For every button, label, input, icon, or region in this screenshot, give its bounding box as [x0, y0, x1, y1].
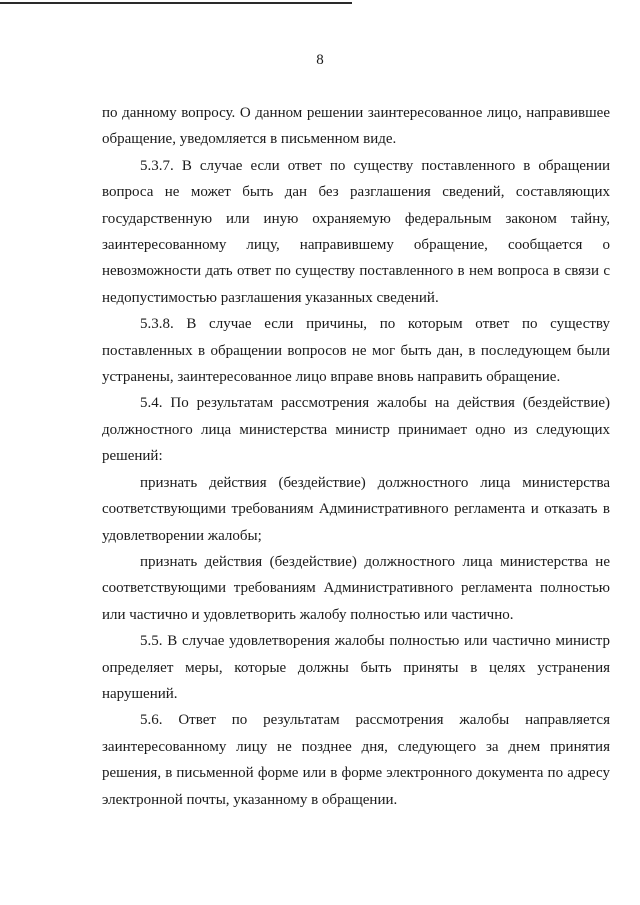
top-rule [0, 2, 352, 4]
paragraph-5-4: 5.4. По результатам рассмотрения жалобы на действия (бездействие) должностного лица министерства министр принимает одно из следующих решений: [102, 395, 610, 465]
paragraph-5-6: 5.6. Ответ по результатам рассмотрения жалобы направляется заинтересованному лицу не позднее дня, следующего за днем принятия решения, в письменной форме или в форме электронного документа по адресу электронной почты, указанному в обращении. [102, 712, 610, 808]
paragraph-5-3-7: 5.3.7. В случае если ответ по существу поставленного в обращении вопроса не может быть дан без разглашения сведений, составляющих государственную или иную охраняемую федеральным законом тайну, заинтересованному лицу, направившему обращение, сообщается о невозможности дать ответ по существу поставленного в нем вопроса в связи с недопустимостью разглашения указанных сведений. [102, 157, 610, 306]
paragraph-option-satisfy: признать действия (бездействие) должностного лица министерства не соответствующими требованиям Административного регламента полностью или частично и удовлетворить жалобу полностью или частично. [102, 553, 610, 623]
paragraph-option-reject: признать действия (бездействие) должностного лица министерства соответствующими требованиям Административного регламента и отказать в удовлетворении жалобы; [102, 474, 610, 544]
paragraph-5-3-8: 5.3.8. В случае если причины, по которым ответ по существу поставленных в обращении вопросов не мог быть дан, в последующем были устранены, заинтересованное лицо вправе вновь направить обращение. [102, 316, 610, 386]
paragraph-5-5: 5.5. В случае удовлетворения жалобы полностью или частично министр определяет меры, которые должны быть приняты в целях устранения нарушений. [102, 633, 610, 702]
page-number: 8 [316, 52, 324, 68]
paragraph: по данному вопросу. О данном решении заинтересованное лицо, направившее обращение, уведомляется в письменном виде. [102, 105, 610, 148]
document-body [102, 100, 610, 813]
